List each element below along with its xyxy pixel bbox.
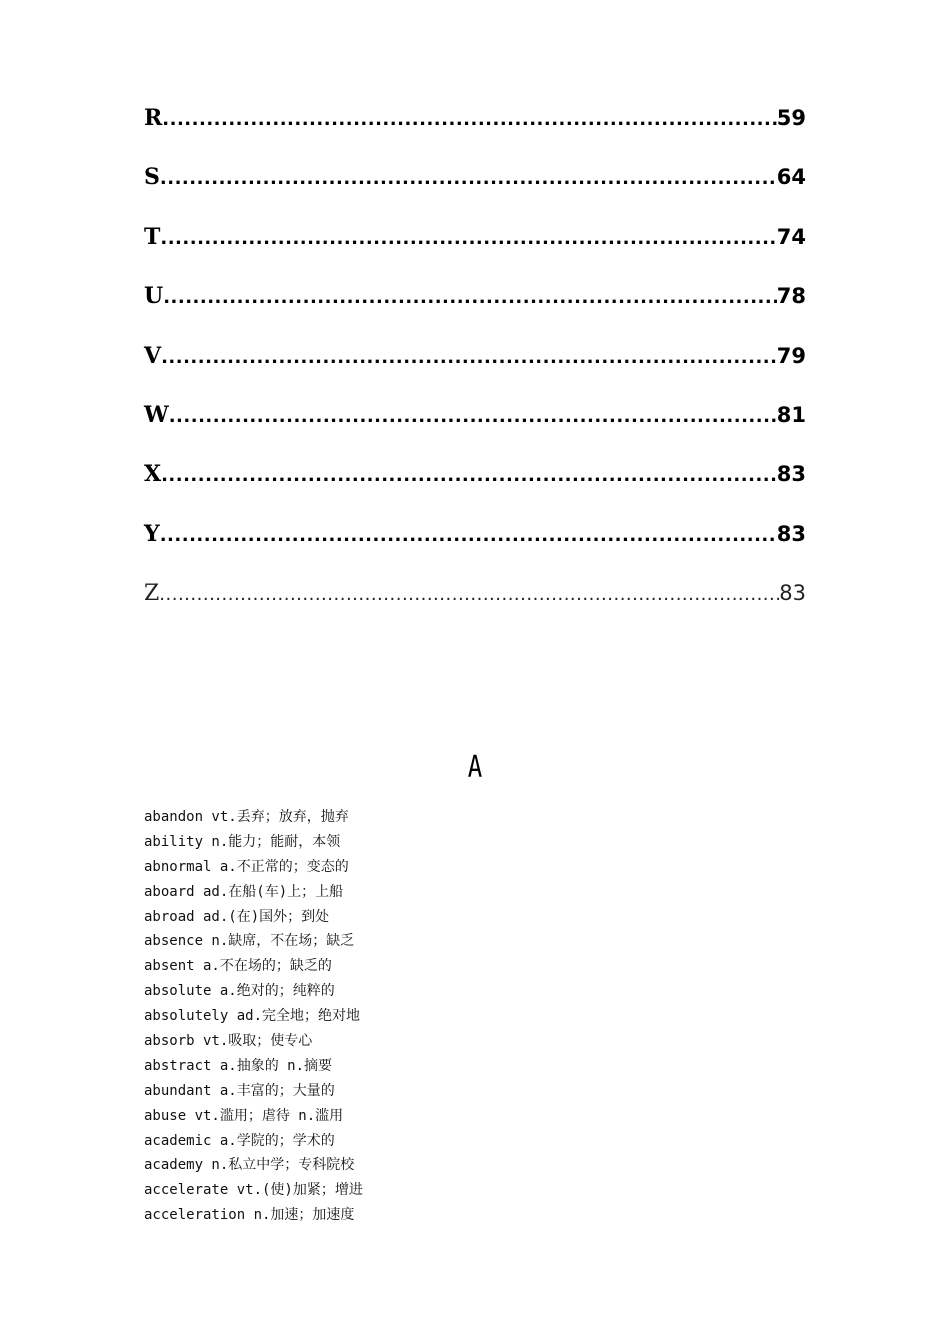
toc-entry-t[interactable] bbox=[144, 215, 806, 274]
vocabulary-entry: accelerate vt.(使)加紧；增进 bbox=[144, 1182, 363, 1199]
toc-page-number: 78 bbox=[776, 284, 806, 309]
vocabulary-entry: absolute a.绝对的；纯粹的 bbox=[144, 983, 335, 1000]
toc-entry-r[interactable] bbox=[144, 96, 806, 155]
toc-leader-dots bbox=[160, 217, 776, 261]
vocabulary-entry: abandon vt.丢弃；放弃，抛弃 bbox=[144, 809, 349, 825]
toc-page-number: 83 bbox=[776, 521, 806, 546]
toc-letter: X bbox=[144, 461, 162, 488]
toc-page-number: 59 bbox=[776, 106, 806, 130]
toc-leader-dots bbox=[163, 276, 777, 320]
vocabulary-entry: absolutely ad.完全地；绝对地 bbox=[144, 1008, 361, 1025]
vocabulary-entry: abstract a.抽象的 n.摘要 bbox=[144, 1057, 333, 1074]
toc-letter: U bbox=[144, 283, 164, 310]
vocabulary-entry: abroad ad.(在)国外；到处 bbox=[144, 908, 330, 925]
toc-letter: Y bbox=[144, 520, 160, 547]
section-heading: A bbox=[467, 750, 483, 785]
toc-page-number: 83 bbox=[776, 462, 806, 487]
vocabulary-entry: academy n.私立中学；专科院校 bbox=[144, 1157, 355, 1174]
toc-entry-z[interactable] bbox=[144, 571, 806, 630]
toc-leader-dots bbox=[169, 395, 777, 439]
toc-letter: S bbox=[144, 164, 160, 191]
vocabulary-entry: aboard ad.在船(车)上；上船 bbox=[144, 883, 344, 900]
vocabulary-entry: absence n.缺席，不在场；缺乏 bbox=[144, 933, 355, 950]
vocabulary-entry: abnormal a.不正常的；变态的 bbox=[144, 858, 349, 875]
vocabulary-entry: acceleration n.加速；加速度 bbox=[144, 1207, 355, 1224]
toc-leader-dots bbox=[161, 454, 777, 498]
toc-entry-y[interactable] bbox=[144, 512, 806, 571]
vocabulary-entry: ability n.能力；能耐，本领 bbox=[144, 833, 341, 850]
toc-letter: R bbox=[144, 105, 163, 131]
toc-page-number: 64 bbox=[776, 165, 806, 190]
toc-page-number: 79 bbox=[776, 343, 806, 368]
toc-letter: W bbox=[144, 401, 169, 428]
toc-leader-dots bbox=[159, 573, 779, 617]
vocabulary-list bbox=[144, 805, 363, 1228]
toc-entry-u[interactable] bbox=[144, 274, 806, 333]
toc-letter: V bbox=[144, 342, 162, 369]
toc-leader-dots bbox=[160, 514, 777, 558]
toc-letter: Z bbox=[144, 581, 160, 607]
table-of-contents bbox=[144, 96, 806, 631]
toc-entry-x[interactable] bbox=[144, 452, 806, 511]
vocabulary-entry: abuse vt.滥用；虐待 n.滥用 bbox=[144, 1107, 344, 1124]
vocabulary-entry: academic a.学院的；学术的 bbox=[144, 1132, 335, 1149]
toc-leader-dots bbox=[161, 336, 777, 380]
vocabulary-entry: abundant a.丰富的；大量的 bbox=[144, 1082, 335, 1099]
toc-leader-dots bbox=[160, 157, 777, 201]
toc-letter: T bbox=[144, 223, 161, 250]
vocabulary-entry: absent a.不在场的；缺乏的 bbox=[144, 958, 332, 975]
toc-page-number: 74 bbox=[776, 224, 806, 249]
toc-page-number: 83 bbox=[779, 581, 806, 606]
toc-leader-dots bbox=[162, 98, 776, 142]
toc-entry-w[interactable] bbox=[144, 393, 806, 452]
toc-page-number: 81 bbox=[776, 402, 806, 427]
vocabulary-entry: absorb vt.吸取；使专心 bbox=[144, 1033, 313, 1050]
toc-entry-v[interactable] bbox=[144, 334, 806, 393]
toc-entry-s[interactable] bbox=[144, 155, 806, 214]
